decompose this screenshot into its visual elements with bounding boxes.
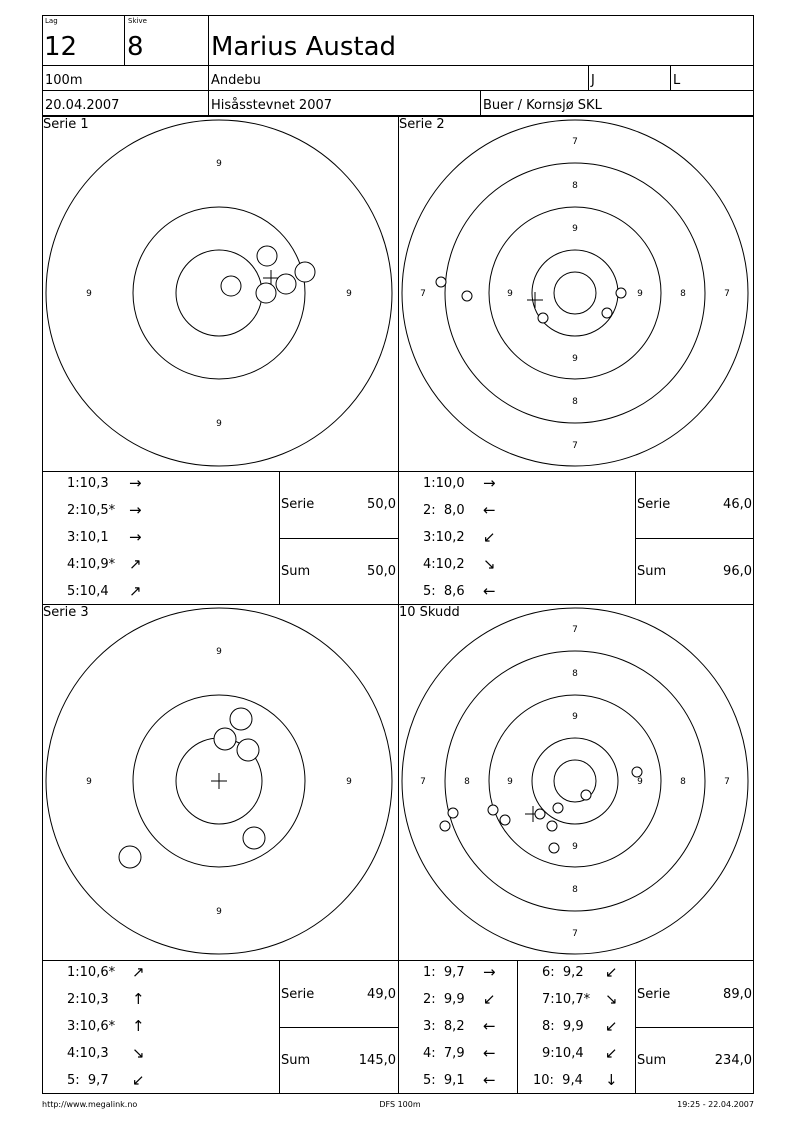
ring-label: 9: [86, 777, 92, 787]
shot-hole: [535, 809, 545, 819]
shot-hole: [295, 262, 315, 282]
shot-hole: [500, 815, 510, 825]
direction-arrow-icon: ↓: [605, 1071, 618, 1089]
shot-score: 1:10,0: [423, 476, 465, 491]
ring-label: 9: [346, 777, 352, 787]
target-ring: [532, 738, 618, 824]
ring-label: 8: [572, 669, 578, 679]
shot-hole: [632, 767, 642, 777]
shot-hole: [276, 274, 296, 294]
footer-url[interactable]: http://www.megalink.no: [42, 1100, 138, 1109]
shot-row: [423, 476, 543, 494]
target-serie-2: [399, 117, 753, 471]
shot-row: [423, 1073, 517, 1091]
target-ring: [46, 120, 392, 466]
club: Andebu: [211, 73, 261, 88]
shot-score: 3:10,2: [423, 530, 465, 545]
direction-arrow-icon: ↘: [132, 1044, 145, 1062]
lag-value: 12: [44, 32, 78, 62]
sum-label: Sum: [637, 564, 667, 579]
panel-title-serie-2: Serie 2: [399, 117, 445, 132]
ring-label: 9: [216, 907, 222, 917]
serie-label: Serie: [281, 497, 315, 512]
ring-label: 7: [724, 777, 730, 787]
ring-label: 7: [572, 625, 578, 635]
shot-row: [423, 584, 543, 602]
serie-value: 46,0: [723, 497, 752, 512]
shot-score: 5:10,4: [67, 584, 109, 599]
shot-score: 4:10,9*: [67, 557, 116, 572]
direction-arrow-icon: ↙: [483, 990, 496, 1008]
shot-row: [67, 584, 187, 602]
shot-score: 5: 8,6: [423, 584, 465, 599]
serie-label: Serie: [637, 497, 671, 512]
target-10-skudd: [399, 605, 753, 959]
shot-hole: [581, 790, 591, 800]
shot-hole: [549, 843, 559, 853]
direction-arrow-icon: ↗: [129, 555, 142, 573]
ring-label: 8: [464, 777, 470, 787]
shot-score: 8: 9,9: [542, 1019, 584, 1034]
l-label: L: [673, 73, 681, 88]
direction-arrow-icon: ↙: [483, 528, 496, 546]
shot-row: [542, 992, 635, 1010]
direction-arrow-icon: ←: [483, 501, 496, 519]
shot-row: [542, 1019, 635, 1037]
ring-label: 9: [216, 647, 222, 657]
distance: 100m: [45, 73, 83, 88]
ring-label: 9: [216, 159, 222, 169]
shot-hole: [440, 821, 450, 831]
shot-row: [67, 1073, 187, 1091]
shot-row: [423, 992, 517, 1010]
panel-title-10-skudd: 10 Skudd: [399, 605, 460, 620]
ring-label: 7: [420, 777, 426, 787]
shot-row: [67, 530, 187, 548]
j-label: J: [591, 73, 595, 88]
shot-hole: [448, 808, 458, 818]
target-ring: [176, 250, 262, 336]
ring-label: 9: [86, 289, 92, 299]
lag-label: Lag: [45, 17, 58, 25]
shot-hole: [616, 288, 626, 298]
shot-score: 3: 8,2: [423, 1019, 465, 1034]
shot-score: 1:10,3: [67, 476, 109, 491]
direction-arrow-icon: ←: [483, 1071, 496, 1089]
ring-label: 9: [216, 419, 222, 429]
target-ring: [445, 163, 705, 423]
shot-row: [67, 1046, 187, 1064]
direction-arrow-icon: →: [129, 501, 142, 519]
shot-hole: [488, 805, 498, 815]
venue: Buer / Kornsjø SKL: [483, 98, 602, 113]
shot-row: [533, 1073, 635, 1091]
ring-label: 9: [572, 224, 578, 234]
direction-arrow-icon: ↑: [132, 1017, 145, 1035]
shot-row: [67, 476, 187, 494]
direction-arrow-icon: →: [129, 474, 142, 492]
direction-arrow-icon: ↙: [605, 963, 618, 981]
shooter-name: Marius Austad: [211, 32, 397, 62]
ring-label: 9: [572, 354, 578, 364]
ring-label: 9: [507, 289, 513, 299]
shot-score: 2:10,3: [67, 992, 109, 1007]
shot-score: 5: 9,7: [67, 1073, 109, 1088]
shot-row: [423, 1019, 517, 1037]
shot-row: [67, 503, 187, 521]
direction-arrow-icon: →: [483, 474, 496, 492]
direction-arrow-icon: ↑: [132, 990, 145, 1008]
shot-hole: [230, 708, 252, 730]
footer-timestamp: 19:25 - 22.04.2007: [677, 1100, 754, 1109]
shot-row: [542, 965, 635, 983]
shot-score: 3:10,1: [67, 530, 109, 545]
ring-label: 7: [572, 441, 578, 451]
shot-row: [542, 1046, 635, 1064]
shot-hole: [553, 803, 563, 813]
shot-row: [67, 557, 187, 575]
shot-score: 2: 8,0: [423, 503, 465, 518]
shot-row: [67, 965, 187, 983]
target-serie-1: [43, 117, 397, 471]
ring-label: 9: [572, 712, 578, 722]
shot-score: 2:10,5*: [67, 503, 116, 518]
target-ring: [445, 651, 705, 911]
serie-value: 49,0: [367, 987, 396, 1002]
shot-hole: [602, 308, 612, 318]
direction-arrow-icon: ↙: [605, 1017, 618, 1035]
direction-arrow-icon: ↗: [129, 582, 142, 600]
center-cross-icon: [527, 292, 543, 308]
direction-arrow-icon: →: [129, 528, 142, 546]
shot-score: 7:10,7*: [542, 992, 591, 1007]
shot-score: 6: 9,2: [542, 965, 584, 980]
sum-value: 145,0: [358, 1053, 396, 1068]
ring-label: 8: [572, 885, 578, 895]
shot-hole: [221, 276, 241, 296]
panel-title-serie-1: Serie 1: [43, 117, 89, 132]
ring-label: 8: [680, 289, 686, 299]
shot-hole: [436, 277, 446, 287]
serie-value: 89,0: [723, 987, 752, 1002]
sum-label: Sum: [281, 564, 311, 579]
sum-value: 96,0: [723, 564, 752, 579]
direction-arrow-icon: ↙: [132, 1071, 145, 1089]
shot-score: 9:10,4: [542, 1046, 584, 1061]
shot-row: [67, 992, 187, 1010]
panel-title-serie-3: Serie 3: [43, 605, 89, 620]
target-ring: [554, 272, 596, 314]
ring-label: 9: [572, 842, 578, 852]
center-cross-icon: [211, 773, 227, 789]
serie-label: Serie: [281, 987, 315, 1002]
skive-value: 8: [127, 32, 144, 62]
direction-arrow-icon: ↙: [605, 1044, 618, 1062]
ring-label: 7: [724, 289, 730, 299]
direction-arrow-icon: ←: [483, 1017, 496, 1035]
shot-hole: [237, 739, 259, 761]
event-name: Hisåsstevnet 2007: [211, 98, 333, 113]
shot-score: 3:10,6*: [67, 1019, 116, 1034]
shot-hole: [257, 246, 277, 266]
serie-label: Serie: [637, 987, 671, 1002]
shot-hole: [256, 283, 276, 303]
sum-label: Sum: [637, 1053, 667, 1068]
ring-label: 7: [572, 929, 578, 939]
shot-score: 1: 9,7: [423, 965, 465, 980]
shot-score: 4:10,2: [423, 557, 465, 572]
ring-label: 9: [637, 777, 643, 787]
sum-value: 234,0: [714, 1053, 752, 1068]
footer-title: DFS 100m: [379, 1100, 421, 1109]
ring-label: 7: [420, 289, 426, 299]
ring-label: 9: [637, 289, 643, 299]
ring-label: 8: [572, 181, 578, 191]
direction-arrow-icon: ↘: [483, 555, 496, 573]
shot-hole: [119, 846, 141, 868]
ring-label: 8: [572, 397, 578, 407]
shot-score: 10: 9,4: [533, 1073, 583, 1088]
shot-hole: [243, 827, 265, 849]
serie-value: 50,0: [367, 497, 396, 512]
shot-hole: [547, 821, 557, 831]
direction-arrow-icon: ↗: [132, 963, 145, 981]
shot-hole: [462, 291, 472, 301]
ring-label: 7: [572, 137, 578, 147]
shot-score: 5: 9,1: [423, 1073, 465, 1088]
shot-hole: [214, 728, 236, 750]
shot-score: 2: 9,9: [423, 992, 465, 1007]
ring-label: 8: [680, 777, 686, 787]
shot-row: [423, 503, 543, 521]
shot-row: [423, 1046, 517, 1064]
skive-label: Skive: [128, 17, 147, 25]
target-ring: [402, 120, 748, 466]
shot-hole: [538, 313, 548, 323]
sum-value: 50,0: [367, 564, 396, 579]
shot-row: [423, 557, 543, 575]
shot-score: 1:10,6*: [67, 965, 116, 980]
direction-arrow-icon: →: [483, 963, 496, 981]
direction-arrow-icon: ←: [483, 1044, 496, 1062]
direction-arrow-icon: ←: [483, 582, 496, 600]
ring-label: 9: [346, 289, 352, 299]
shot-row: [423, 530, 543, 548]
ring-label: 9: [507, 777, 513, 787]
target-serie-3: [43, 605, 397, 959]
direction-arrow-icon: ↘: [605, 990, 618, 1008]
target-ring: [402, 608, 748, 954]
shot-row: [67, 1019, 187, 1037]
target-ring: [133, 207, 305, 379]
date: 20.04.2007: [45, 98, 120, 113]
sum-label: Sum: [281, 1053, 311, 1068]
shot-row: [423, 965, 517, 983]
shot-score: 4: 7,9: [423, 1046, 465, 1061]
shot-score: 4:10,3: [67, 1046, 109, 1061]
